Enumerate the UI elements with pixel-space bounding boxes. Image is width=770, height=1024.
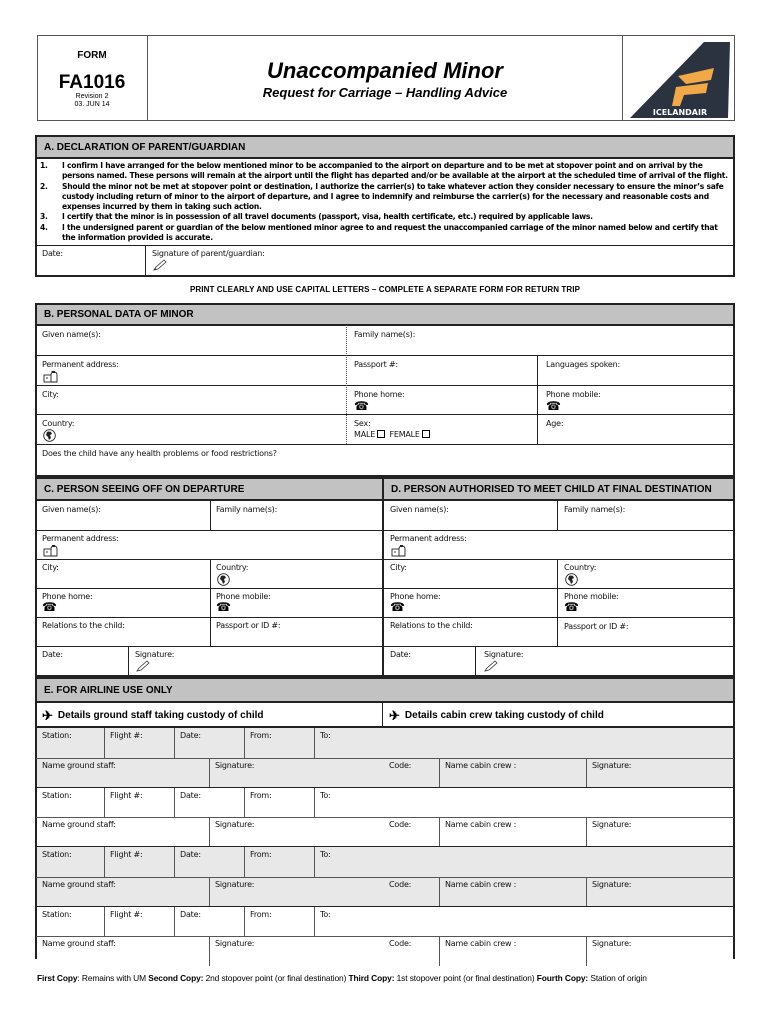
section-c-title-text: C. PERSON SEEING OFF ON DEPARTURE [44, 483, 245, 495]
footer-fourth-copy-text: Station of origin [588, 973, 647, 983]
parent-date-label: Date: [42, 249, 63, 258]
declaration-number: 3. [40, 212, 48, 222]
pen-icon [484, 660, 498, 672]
e-code-label: Code: [389, 939, 412, 949]
footer-first-copy-label: First Copy [37, 973, 78, 983]
e-to-label: To: [320, 850, 331, 859]
e-to-label: To: [320, 731, 331, 740]
declaration-item [40, 223, 730, 244]
page-subtitle: Request for Carriage – Handling Advice [262, 85, 508, 100]
c-city-field[interactable] [37, 560, 210, 588]
d-city-field[interactable] [385, 560, 557, 588]
e-date-label: Date: [180, 790, 201, 800]
phone-icon: ☎ [546, 399, 561, 413]
phone-icon: ☎ [42, 600, 57, 614]
c-phone-home-label: Phone home: [42, 592, 93, 601]
declaration-text: Should the minor not be met at stopover point or destination, I authorize the carrier(s) to take whatever action they consider necessary to ensure the minor’s safe custody including return of minor to the airport of departure, and I agree to indemnify and reimburse the carrier(s) for the necessary and reasonable costs and expenses incurred by them in taking such action. [62, 181, 724, 212]
footer-third-copy-text: 1st stopover point (or final destination) [394, 973, 537, 983]
d-passport-label: Passport or ID #: [564, 622, 629, 631]
e-date-label: Date: [180, 909, 201, 919]
divider [382, 477, 384, 677]
globe-icon [43, 429, 56, 442]
section-b-title [35, 303, 735, 326]
pen-icon [136, 660, 150, 672]
minor-country-field[interactable] [37, 415, 346, 444]
e-station-label: Station: [42, 790, 72, 800]
footer-second-copy-text: 2nd stopover point (or final destination) [203, 973, 349, 983]
airplane-icon: ✈ [42, 707, 53, 723]
globe-icon [565, 573, 578, 586]
c-address-label: Permanent address: [42, 534, 119, 543]
e-from-label: From: [250, 909, 272, 919]
e-flight-number-label: Flight #: [110, 909, 143, 919]
section-d-title-text: D. PERSON AUTHORISED TO MEET CHILD AT FINAL DESTINATION [391, 483, 712, 495]
pen-icon [153, 259, 167, 271]
declaration-text: I the undersigned parent or guardian of the below mentioned minor agree to and request the unaccompanied carriage of the minor named below and certify that the information provided is accurate. [62, 222, 718, 243]
footer-copies [37, 973, 737, 983]
c-signature-label: Signature: [135, 650, 175, 659]
e-flight-number-label: Flight #: [110, 731, 143, 740]
c-given-names-label: Given name(s): [42, 505, 101, 514]
phone-icon: ☎ [216, 600, 231, 614]
footer-third-copy-label: Third Copy: [348, 973, 395, 983]
section-a-title [35, 135, 735, 159]
c-date-label: Date: [42, 650, 63, 659]
e-cabin-blank [384, 728, 733, 758]
form-number: FA1016 [58, 72, 126, 93]
d-phone-mobile-label: Phone mobile: [564, 592, 619, 601]
d-family-names-label: Family name(s): [564, 505, 626, 514]
female-label: FEMALE [389, 430, 420, 439]
c-relations-label: Relations to the child: [42, 621, 125, 630]
declaration-number: 2. [40, 181, 48, 191]
minor-age-field[interactable] [538, 415, 733, 444]
d-city-label: City: [390, 563, 407, 572]
e-name-cabin-crew-label: Name cabin crew : [445, 879, 517, 889]
minor-given-names-label: Given name(s): [42, 330, 101, 339]
minor-city-field[interactable] [37, 386, 346, 414]
c-phone-mobile-label: Phone mobile: [216, 592, 271, 601]
footer-first-copy-text: : Remains with UM [77, 973, 149, 983]
phone-icon: ☎ [390, 600, 405, 614]
e-flight-number-label: Flight #: [110, 850, 143, 859]
parent-signature-label: Signature of parent/guardian: [152, 249, 265, 258]
e-from-label: From: [250, 731, 272, 740]
e-from-label: From: [250, 850, 272, 859]
e-name-ground-staff-label: Name ground staff: [42, 939, 116, 949]
e-name-ground-staff-label: Name ground staff: [42, 760, 116, 770]
minor-city-label: City: [42, 390, 59, 399]
d-relations-label: Relations to the child: [390, 621, 473, 630]
section-e-title-text: E. FOR AIRLINE USE ONLY [44, 684, 173, 696]
ground-staff-header-text: Details ground staff taking custody of child [57, 710, 264, 721]
d-given-names-label: Given name(s): [390, 505, 449, 514]
declaration-item [40, 212, 730, 222]
c-passport-label: Passport or ID #: [216, 621, 281, 630]
c-country-label: Country: [216, 563, 249, 572]
section-a-title-text: A. DECLARATION OF PARENT/GUARDIAN [44, 141, 246, 153]
e-ground-signature-label: Signature: [215, 939, 255, 949]
male-label: MALE [354, 430, 376, 439]
minor-age-label: Age: [546, 419, 564, 428]
e-date-label: Date: [180, 731, 201, 740]
minor-phone-home-label: Phone home: [354, 390, 405, 399]
d-date-label: Date: [390, 650, 411, 659]
e-ground-signature-label: Signature: [215, 760, 255, 770]
declaration-list [40, 161, 730, 243]
minor-passport-label: Passport #: [354, 360, 398, 369]
minor-country-label: Country: [42, 419, 75, 428]
footer-second-copy-label: Second Copy: [148, 973, 204, 983]
mailbox-icon [43, 371, 59, 383]
minor-phone-mobile-label: Phone mobile: [546, 390, 601, 399]
section-d-title [382, 477, 735, 501]
footer-fourth-copy-label: Fourth Copy: [536, 973, 589, 983]
cabin-crew-header [384, 704, 733, 727]
logo-tail [630, 42, 730, 118]
minor-address-label: Permanent address: [42, 360, 119, 369]
e-cabin-signature-label: Signature: [592, 820, 632, 830]
section-b-title-text: B. PERSONAL DATA OF MINOR [44, 309, 194, 320]
minor-family-names-label: Family name(s): [354, 330, 416, 339]
female-checkbox[interactable] [422, 430, 430, 438]
ground-staff-header [37, 704, 382, 727]
e-name-ground-staff-label: Name ground staff: [42, 879, 116, 889]
e-from-label: From: [250, 790, 272, 800]
declaration-text: I confirm I have arranged for the below mentioned minor to be accompanied to the airport on departure and to be met at stopover point and on arrival by the persons named. These persons will remain at the airport until the flight has departed and/or be available at the airport at the scheduled time of arrival of the flight. [62, 161, 728, 181]
section-c-title [35, 477, 384, 501]
e-station-label: Station: [42, 909, 72, 919]
airplane-icon: ✈ [389, 707, 400, 723]
declaration-number: 1. [40, 161, 48, 170]
page-title: Unaccompanied Minor [267, 58, 503, 83]
form-revision: Revision 2 [75, 93, 109, 100]
e-to-label: To: [320, 909, 331, 919]
phone-icon: ☎ [564, 600, 579, 614]
instruction-text: PRINT CLEARLY AND USE CAPITAL LETTERS – COMPLETE A SEPARATE FORM FOR RETURN TRIP [189, 285, 581, 294]
mailbox-icon [391, 545, 407, 557]
e-cabin-signature-label: Signature: [592, 939, 632, 949]
header-divider [622, 35, 623, 121]
e-cabin-blank [384, 788, 733, 818]
e-cabin-blank [384, 847, 733, 877]
globe-icon [217, 573, 230, 586]
declaration-item [40, 182, 730, 213]
c-city-label: City: [42, 563, 59, 572]
icelandair-logo [626, 40, 734, 120]
e-cabin-signature-label: Signature: [592, 760, 632, 770]
e-date-label: Date: [180, 850, 201, 859]
minor-sex-options [354, 430, 432, 439]
e-name-cabin-crew-label: Name cabin crew : [445, 939, 517, 949]
phone-icon: ☎ [354, 399, 369, 413]
e-station-label: Station: [42, 731, 72, 740]
d-signature-label: Signature: [484, 650, 524, 659]
declaration-item [40, 161, 730, 182]
e-station-label: Station: [42, 850, 72, 859]
logo-text: ICELANDAIR [652, 108, 708, 117]
minor-sex-label: Sex: [354, 419, 371, 428]
declaration-number: 4. [40, 222, 48, 232]
mailbox-icon [43, 545, 59, 557]
d-address-label: Permanent address: [390, 534, 467, 543]
section-e-title [35, 677, 735, 703]
male-checkbox[interactable] [377, 430, 385, 438]
e-name-cabin-crew-label: Name cabin crew : [445, 820, 517, 830]
e-cabin-signature-label: Signature: [592, 879, 632, 889]
e-name-cabin-crew-label: Name cabin crew : [445, 760, 517, 770]
e-code-label: Code: [389, 820, 412, 830]
e-name-ground-staff-label: Name ground staff: [42, 820, 116, 830]
e-code-label: Code: [389, 879, 412, 889]
e-code-label: Code: [389, 760, 412, 770]
form-date: 03. JUN 14 [74, 101, 110, 108]
form-label: FORM [77, 50, 107, 61]
d-phone-home-label: Phone home: [390, 592, 441, 601]
e-cabin-blank [384, 907, 733, 937]
minor-health-label: Does the child have any health problems or food restrictions? [42, 449, 277, 458]
minor-languages-label: Languages spoken: [546, 360, 620, 369]
declaration-text: I certify that the minor is in possession of all travel documents (passport, visa, health certificate, etc.) required by applicable laws. [62, 212, 593, 222]
d-country-label: Country: [564, 563, 597, 572]
e-to-label: To: [320, 790, 331, 800]
e-ground-signature-label: Signature: [215, 879, 255, 889]
e-ground-signature-label: Signature: [215, 820, 255, 830]
c-family-names-label: Family name(s): [216, 505, 278, 514]
e-flight-number-label: Flight #: [110, 790, 143, 800]
cabin-crew-header-text: Details cabin crew taking custody of child [404, 710, 604, 721]
